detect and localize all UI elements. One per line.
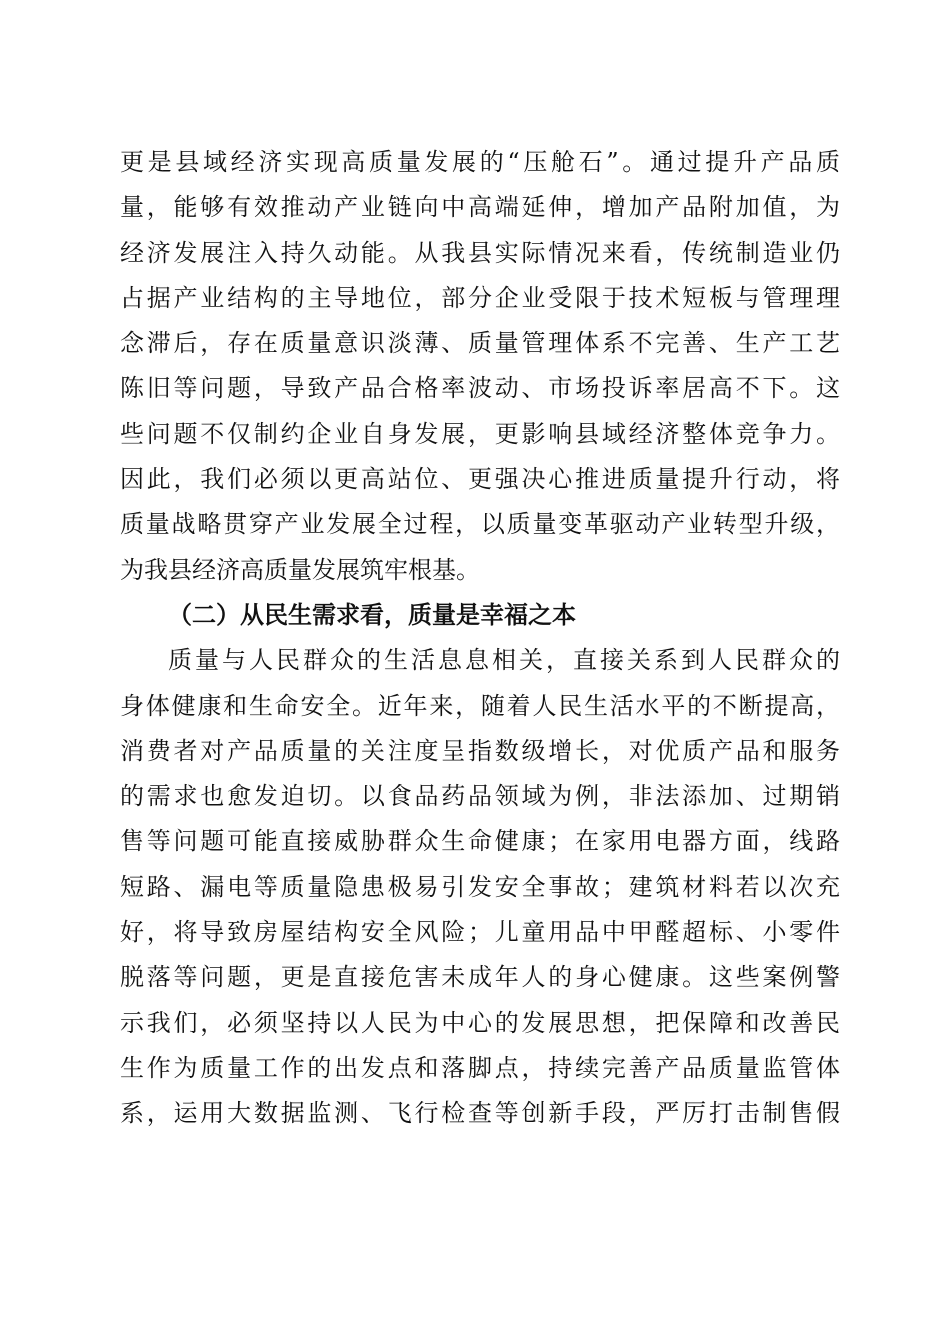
text-line: 好，将导致房屋结构安全风险；儿童用品中甲醛超标、小零件 xyxy=(120,918,840,947)
text-line: 经济发展注入持久动能。从我县实际情况来看，传统制造业仍 xyxy=(120,238,840,267)
text-line: 更是县域经济实现高质量发展的“压舱石”。通过提升产品质 xyxy=(120,148,840,176)
paragraph-continuation xyxy=(120,140,840,593)
text-line: 示我们，必须坚持以人民为中心的发展思想，把保障和改善民 xyxy=(120,1008,840,1037)
document-body xyxy=(120,140,840,1137)
text-line: 售等问题可能直接威胁群众生命健康；在家用电器方面，线路 xyxy=(120,827,840,856)
text-line: 短路、漏电等质量隐患极易引发安全事故；建筑材料若以次充 xyxy=(120,872,840,901)
text-line: 陈旧等问题，导致产品合格率波动、市场投诉率居高不下。这 xyxy=(120,374,840,403)
text-line: 身体健康和生命安全。近年来，随着人民生活水平的不断提高， xyxy=(120,691,840,720)
section-heading: （二）从民生需求看，质量是幸福之本 xyxy=(168,600,576,629)
text-line: 系，运用大数据监测、飞行检查等创新手段，严厉打击制售假 xyxy=(120,1099,840,1128)
text-line: 占据产业结构的主导地位，部分企业受限于技术短板与管理理 xyxy=(120,283,840,312)
text-line: 生作为质量工作的出发点和落脚点，持续完善产品质量监管体 xyxy=(120,1053,840,1082)
text-line: 消费者对产品质量的关注度呈指数级增长，对优质产品和服务 xyxy=(120,736,840,765)
text-line: 量，能够有效推动产业链向中高端延伸，增加产品附加值，为 xyxy=(120,193,840,222)
text-line: 为我县经济高质量发展筑牢根基。 xyxy=(120,555,480,584)
text-line: 念滞后，存在质量意识淡薄、质量管理体系不完善、生产工艺 xyxy=(120,329,840,358)
text-line: 因此，我们必须以更高站位、更强决心推进质量提升行动，将 xyxy=(120,465,840,494)
paragraph-livelihood xyxy=(120,638,840,1136)
text-line: 的需求也愈发迫切。以食品药品领域为例，非法添加、过期销 xyxy=(120,782,840,811)
text-line: 质量与人民群众的生活息息相关，直接关系到人民群众的 xyxy=(168,646,840,675)
text-line: 质量战略贯穿产业发展全过程，以质量变革驱动产业转型升级， xyxy=(120,510,840,539)
text-line: 脱落等问题，更是直接危害未成年人的身心健康。这些案例警 xyxy=(120,963,840,992)
text-line: 些问题不仅制约企业自身发展，更影响县域经济整体竞争力。 xyxy=(120,419,840,448)
